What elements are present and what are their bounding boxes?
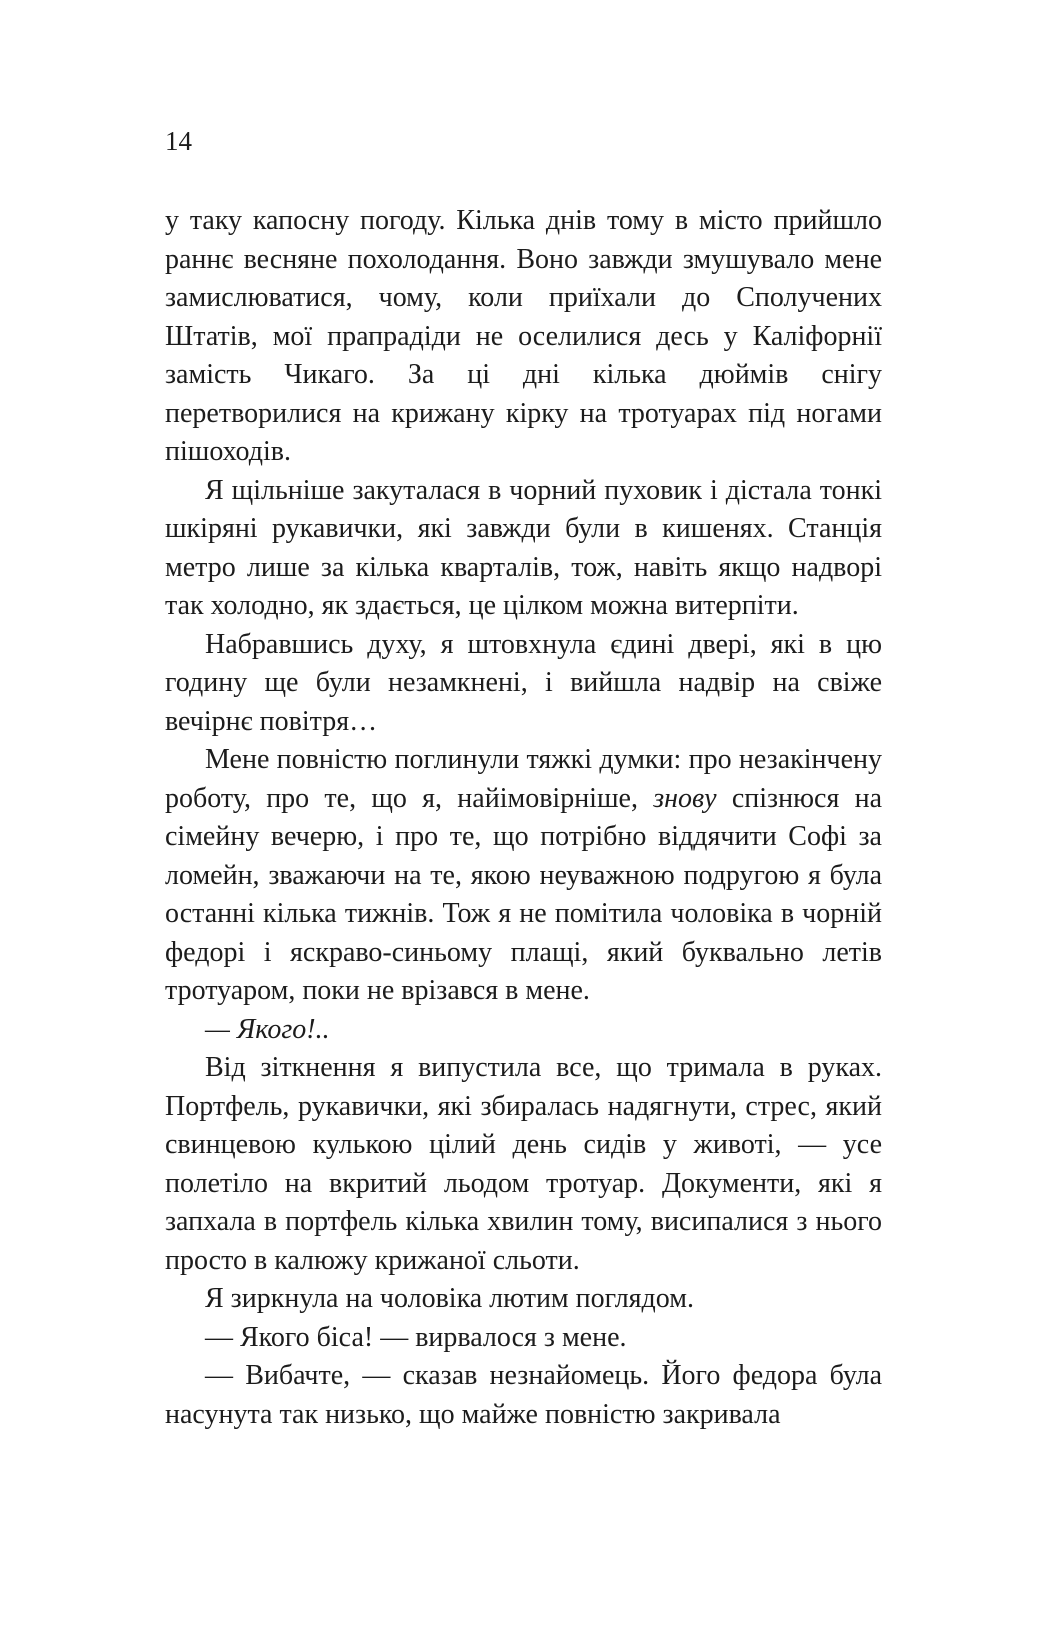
page-number: 14 [165,126,192,156]
paragraph [165,472,882,626]
paragraph [165,1319,882,1358]
paragraph [165,741,882,1011]
text-run: Від зіткнення я випустила все, що тримала в руках. Портфель, рукавички, які збиралась надягнути, стрес, який свинцевою кулькою цілий день сидів у животі, — усе полетіло на вкритий льодом тротуар. Документи, які я запхала в портфель кілька хвилин тому, висипалися з нього просто в калюжу крижаної сльоти. [165,1052,882,1276]
text-run: спізнюся на сімейну вечерю, і про те, що потрібно віддячити Софі за ломейн, зважаючи на те, якою неуважною подругою я була останні кілька тижнів. Тож я не помітила чоловіка в чорній федорі і яскраво-синьому плащі, який буквально летів тротуаром, поки не врізався в мене. [165,782,882,1006]
page-text [165,202,882,1434]
text-run: Я щільніше закуталася в чорний пуховик і дістала тонкі шкіряні рукавички, які завжди були в кишенях. Станція метро лише за кілька кварталів, тож, навіть якщо надворі так холодно, як здається, це цілком можна витерпіти. [165,474,882,621]
text-run: — Якого біса! — вирвалося з мене. [205,1321,627,1353]
text-run: Набравшись духу, я штовхнула єдині двері, які в цю годину ще були незамкнені, і вийшла надвір на свіже вечірнє повітря… [165,628,882,737]
text-run: у таку капосну погоду. Кілька днів тому в місто прийшло раннє весняне похолодання. Воно завжди змушувало мене замислюватися, чому, коли приїхали до Сполучених Штатів, мої прапрадіди не оселилися десь у Каліфорнії замість Чикаго. За ці дні кілька дюймів снігу перетворилися на крижану кірку на тротуарах під ногами пішоходів. [165,205,882,467]
text-run: Я зиркнула на чоловіка лютим поглядом. [205,1283,694,1314]
text-run: Мене повністю поглинули тяжкі думки: про незакінчену роботу, про те, що я, найімовірніше, [165,744,882,814]
italic-text-run: — Якого!.. [205,1013,330,1045]
paragraph [165,1049,882,1280]
paragraph [165,1011,882,1050]
paragraph [165,1357,882,1434]
italic-text-run: знову [653,782,717,814]
paragraph [165,626,882,742]
paragraph [165,202,882,472]
text-run: — Вибачте, — сказав незнайомець. Його федора була насунута так низько, що майже повністю закривала [165,1360,882,1430]
paragraph [165,1280,882,1319]
